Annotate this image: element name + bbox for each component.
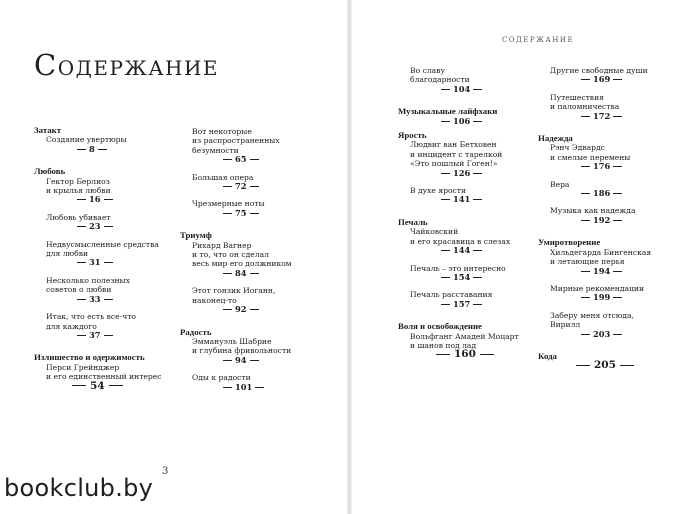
toc-page-number: 37 bbox=[74, 331, 116, 340]
toc-entry-title: Печаль расставания bbox=[410, 290, 493, 300]
toc-page-number: 106 bbox=[438, 117, 485, 126]
toc-page-number: 172 bbox=[578, 112, 625, 121]
toc-section-heading: Печаль bbox=[398, 216, 428, 227]
toc-entry-title: Вот некоторые bbox=[192, 127, 252, 136]
toc-entry-title: Любовь убивает bbox=[46, 212, 111, 222]
toc-section-heading: Излишество и одержимость bbox=[34, 352, 145, 363]
toc-entry-title: благодарности bbox=[410, 75, 470, 85]
toc-entry-title: и шанов под лад bbox=[410, 340, 477, 350]
toc-section-heading: Воля и освобождение bbox=[398, 321, 482, 332]
toc-section-heading: Триумф bbox=[180, 230, 212, 241]
toc-page-number: 94 bbox=[220, 356, 262, 365]
toc-entry-title: Эммануэль Шабрие bbox=[192, 336, 272, 346]
toc-entry-title: Чайковский bbox=[410, 227, 459, 237]
toc-page-number: 75 bbox=[220, 209, 262, 218]
toc-entry-title: для каждого bbox=[46, 321, 97, 331]
toc-entry-title: Вера bbox=[550, 179, 570, 189]
page-number: 3 bbox=[162, 466, 169, 477]
toc-page-number: 16 bbox=[74, 195, 116, 204]
toc-entry-title: Несколько полезных bbox=[46, 275, 130, 285]
toc-entry-title: В духе ярости bbox=[410, 186, 467, 196]
toc-entry-title: Перси Грейнджер bbox=[46, 362, 120, 372]
toc-entry-title: Вольфганг Амадей Моцарт bbox=[410, 331, 519, 341]
toc-section-heading: Ярость bbox=[398, 130, 427, 141]
toc-entry-title: и паломничества bbox=[550, 102, 620, 112]
toc-entry-title: Гектор Берлиоз bbox=[46, 176, 110, 186]
page-title: Содержание bbox=[34, 48, 220, 82]
toc-column-3 bbox=[398, 66, 558, 368]
toc-entry-title: Во славу bbox=[410, 66, 445, 75]
toc-entry-title: Рэнч Эдвардс bbox=[550, 143, 605, 153]
toc-entry-title: Другие свободные души bbox=[550, 66, 648, 75]
toc-entry-title: Музыка как надежда bbox=[550, 206, 636, 216]
toc-section-heading: Затакт bbox=[34, 125, 62, 135]
toc-entry-title: для любви bbox=[46, 249, 89, 259]
toc-page-number: 126 bbox=[438, 169, 485, 178]
toc-page-number: 160 bbox=[432, 350, 498, 359]
toc-page-number: 72 bbox=[220, 182, 262, 191]
toc-entry-title: Людвиг ван Бетховен bbox=[410, 140, 497, 150]
toc-page-number: 54 bbox=[68, 382, 127, 391]
toc-page-number: 8 bbox=[74, 145, 110, 154]
toc-entry-title: Заберу меня отсюда, bbox=[550, 310, 634, 320]
toc-entry-title: советов о любви bbox=[46, 285, 112, 295]
toc-page-number: 154 bbox=[438, 273, 485, 282]
toc-entry-title: Вирилл bbox=[550, 320, 581, 330]
toc-page-number: 192 bbox=[578, 216, 625, 225]
toc-entry-title: безумности bbox=[192, 145, 239, 155]
toc-page-number: 186 bbox=[578, 189, 625, 198]
toc-entry-title: и крылья любви bbox=[46, 186, 111, 196]
toc-section-heading: Музыкальные лайфхаки bbox=[398, 106, 498, 117]
toc-page-number: 205 bbox=[572, 361, 638, 370]
toc-entry-title: и летающие перья bbox=[550, 257, 625, 267]
toc-entry-title: и инцидент с тарелкой bbox=[410, 149, 503, 159]
toc-entry-title: и смелые перемены bbox=[550, 152, 631, 162]
toc-page-number: 144 bbox=[438, 246, 485, 255]
toc-page-number: 157 bbox=[438, 300, 485, 309]
toc-page-number: 141 bbox=[438, 195, 485, 204]
watermark-logo: bookclub.by bbox=[4, 474, 154, 502]
toc-entry-title: Мирные рекомендации bbox=[550, 283, 645, 293]
toc-entry-title: и глубина фривольности bbox=[192, 346, 292, 356]
toc-page-number: 194 bbox=[578, 267, 625, 276]
toc-page-number: 176 bbox=[578, 162, 625, 171]
toc-entry-title: Путешествия bbox=[550, 92, 604, 102]
toc-section-heading: Радость bbox=[180, 326, 212, 337]
toc-entry-title: и его красавица в слезах bbox=[410, 236, 511, 246]
toc-page-number: 199 bbox=[578, 293, 625, 302]
toc-entry-title: Большая опера bbox=[192, 172, 254, 182]
toc-section-heading: Умиротворение bbox=[538, 237, 601, 248]
toc-page-number: 33 bbox=[74, 295, 116, 304]
toc-entry-title: из распространенных bbox=[192, 136, 280, 146]
toc-page-number: 169 bbox=[578, 75, 625, 84]
toc-entry-title: Рихард Вагнер bbox=[192, 240, 252, 250]
toc-entry-title: Оды к радости bbox=[192, 373, 251, 383]
toc-entry-title: наконец-то bbox=[192, 295, 237, 305]
toc-column-1 bbox=[34, 126, 184, 399]
toc-page-number: 31 bbox=[74, 258, 116, 267]
toc-section-heading: Любовь bbox=[34, 166, 66, 177]
toc-entry-title: и его единственный интерес bbox=[46, 372, 162, 382]
toc-page-number: 101 bbox=[220, 383, 267, 392]
toc-page-number: 92 bbox=[220, 305, 262, 314]
toc-entry-title: и то, что он сделал bbox=[192, 250, 269, 260]
toc-page-number: 84 bbox=[220, 269, 262, 278]
toc-section-heading: Кода bbox=[538, 350, 557, 361]
toc-page-number: 203 bbox=[578, 330, 625, 339]
toc-entry-title: Печаль – это интересно bbox=[410, 263, 506, 273]
toc-page-number: 104 bbox=[438, 85, 485, 94]
toc-page-number: 23 bbox=[74, 222, 116, 231]
toc-entry-title: Недвусмысленные средства bbox=[46, 239, 159, 249]
toc-entry-title: «Это пошлый Гоген!» bbox=[410, 159, 498, 169]
running-header: СОДЕРЖАНИЕ bbox=[502, 36, 575, 44]
toc-entry-title: Чрезмерные ноты bbox=[192, 199, 265, 209]
toc-entry-title: Этот гонзик Иоганн, bbox=[192, 286, 276, 296]
toc-column-4 bbox=[538, 66, 698, 379]
toc-column-2 bbox=[180, 127, 340, 400]
right-page bbox=[352, 0, 700, 514]
toc-entry-title: весь мир его должником bbox=[192, 259, 292, 269]
toc-entry-title: Создание увертюры bbox=[46, 135, 127, 145]
left-page bbox=[0, 0, 348, 514]
toc-section-heading: Надежда bbox=[538, 133, 573, 144]
toc-entry-title: Итак, что есть все-что bbox=[46, 312, 137, 322]
toc-entry-title: Хильдегарда Бингенская bbox=[550, 247, 652, 257]
toc-page-number: 65 bbox=[220, 155, 262, 164]
